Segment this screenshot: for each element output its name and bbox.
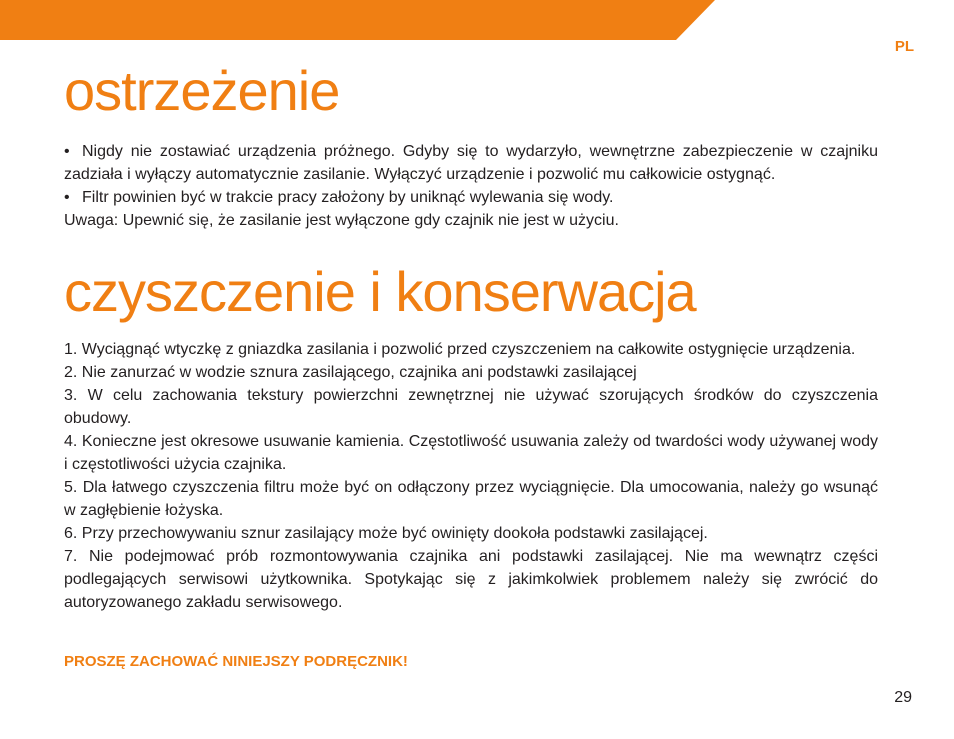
warning-note: Uwaga: Upewnić się, że zasilanie jest wyłączone gdy czajnik nie jest w użyciu. [64, 212, 619, 229]
cleaning-item: 2. Nie zanurzać w wodzie sznura zasilającego, czajnika ani podstawki zasilającej [64, 364, 637, 381]
bullet-icon: • [64, 189, 70, 206]
cleaning-item: 6. Przy przechowywaniu sznur zasilający może być owinięty dookoła podstawki zasilającej. [64, 525, 708, 542]
page-number: 29 [894, 689, 912, 706]
cleaning-item: 4. Konieczne jest okresowe usuwanie kamienia. Częstotliwość usuwania zależy od twardości wody używanej wody i częstotliwości użycia czajnika. [64, 433, 878, 473]
warning-bullet-text: Filtr powinien być w trakcie pracy założony by uniknąć wylewania się wody. [82, 189, 614, 206]
cleaning-item: 7. Nie podejmować prób rozmontowywania czajnika ani podstawki zasilającej. Nie ma wewnątrz części podlegających serwisowi użytkownika. Spotykając się z jakimkolwiek problemem należy się zwrócić do autoryzowanego zakładu serwisowego. [64, 548, 878, 611]
bullet-icon: • [64, 143, 70, 160]
warning-bullet [64, 140, 878, 186]
warning-heading: ostrzeżenie [64, 59, 340, 122]
warning-bullet-text: Nigdy nie zostawiać urządzenia próżnego. Gdyby się to wydarzyło, wewnętrzne zabezpieczenie w czajniku zadziała i wyłączy automatycznie zasilanie. Wyłączyć urządzenie i pozwolić mu całkowicie ostygnąć. [64, 143, 878, 183]
cleaning-item: 5. Dla łatwego czyszczenia filtru może być on odłączony przez wyciągnięcie. Dla umocowania, należy go wsunąć w zagłębienie łożyska. [64, 479, 878, 519]
warning-bullet [64, 186, 878, 209]
closing-notice: PROSZĘ ZACHOWAĆ NINIEJSZY PODRĘCZNIK! [64, 653, 408, 670]
orange-banner [0, 0, 715, 40]
cleaning-item: 3. W celu zachowania tekstury powierzchni zewnętrznej nie używać szorujących środków do czyszczenia obudowy. [64, 387, 878, 427]
cleaning-heading: czyszczenie i konserwacja [64, 260, 696, 323]
cleaning-section [64, 338, 878, 614]
warning-section [64, 140, 878, 232]
language-label: PL [894, 38, 914, 55]
cleaning-item: 1. Wyciągnąć wtyczkę z gniazdka zasilania i pozwolić przed czyszczeniem na całkowite ostygnięcie urządzenia. [64, 341, 856, 358]
